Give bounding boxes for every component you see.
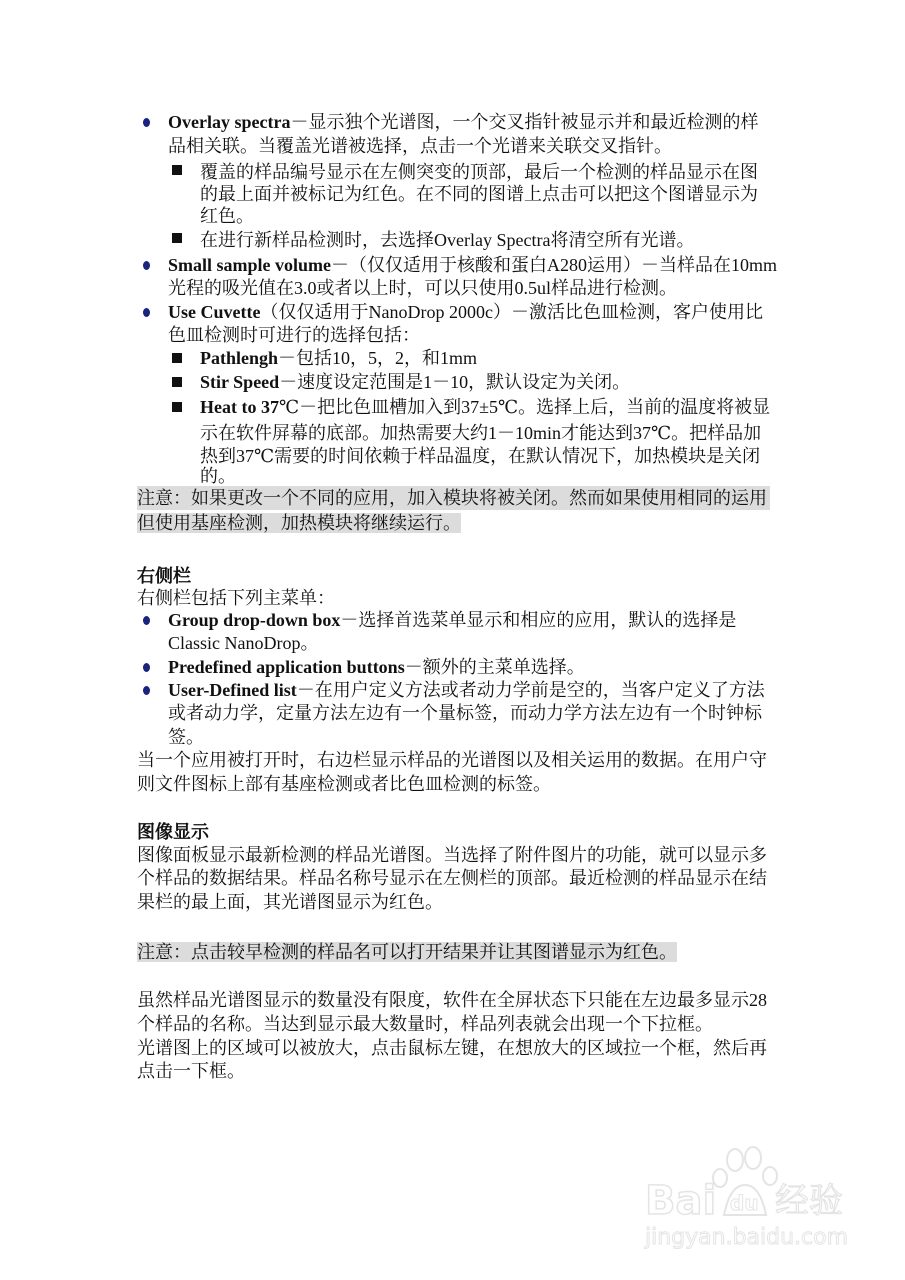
square-bullet-icon [172, 165, 182, 175]
svg-text:du: du [730, 1191, 759, 1215]
text-line: 光程的吸光值在3.0或者以上时，可以只使用0.5ul样品进行检测。 [168, 278, 677, 298]
square-bullet-icon [172, 233, 182, 243]
bullet-icon [143, 261, 150, 270]
section-heading: 图像显示 [137, 822, 209, 842]
square-bullet-icon [172, 402, 182, 412]
text: －速度设定范围是1－10，默认设定为关闭。 [279, 372, 631, 392]
text-line: 色皿检测时可进行的选择包括： [168, 325, 420, 345]
text-line: 示在软件屏幕的底部。加热需要大约1－10min才能达到37℃。把样品加 [200, 423, 762, 443]
note [137, 486, 770, 510]
text-line: 点击一下框。 [137, 1061, 245, 1081]
stir-speed-item [200, 370, 630, 394]
text-line: 则文件图标上部有基座检测或者比色皿检测的标签。 [137, 774, 551, 794]
text-line: 的最上面并被标记为红色。在不同的图谱上点击可以把这个图谱显示为 [200, 184, 758, 204]
note-line: 注意：如果更改一个不同的应用，加入模块将被关闭。然而如果使用相同的运用 [137, 486, 770, 510]
text-line: 个样品的数据结果。样品名称号显示在左侧栏的顶部。最近检测的样品显示在结 [137, 868, 767, 888]
text-line: 光谱图上的区域可以被放大，点击鼠标左键，在想放大的区域拉一个框，然后再 [137, 1038, 767, 1058]
note-line: 但使用基座检测，加热模块将继续运行。 [137, 513, 461, 533]
bullet-icon [143, 663, 150, 672]
text-line: 右侧栏包括下列主菜单： [137, 588, 335, 608]
bullet-icon [143, 686, 150, 695]
user-defined-item [168, 678, 765, 702]
overlay-item [168, 110, 758, 134]
text: （仅仅适用于NanoDrop 2000c）－激活比色皿检测，客户使用比 [260, 302, 763, 322]
predefined-item [168, 655, 585, 679]
text-line: 签。 [168, 727, 204, 747]
text-line: Classic NanoDrop。 [168, 633, 319, 653]
text: －（仅仅适用于核酸和蛋白A280运用）－当样品在10mm [331, 255, 778, 275]
bullet-icon [143, 308, 150, 317]
term: Heat to 37 [200, 397, 279, 417]
text-line: 果栏的最上面，其光谱图显示为红色。 [137, 892, 443, 912]
text-line: 当一个应用被打开时，右边栏显示样品的光谱图以及相关运用的数据。在用户守 [137, 750, 767, 770]
term: Overlay spectra [168, 112, 291, 132]
text: ℃－把比色皿槽加入到37±5℃。选择上后，当前的温度将被显 [278, 397, 771, 417]
baidu-watermark-logo [640, 1140, 870, 1260]
use-cuvette-item [168, 300, 763, 324]
text-line: 红色。 [200, 206, 254, 226]
text: －额外的主菜单选择。 [404, 657, 585, 677]
text-line: 覆盖的样品编号显示在左侧突变的顶部，最后一个检测的样品显示在图 [200, 162, 758, 182]
term: Use Cuvette [168, 302, 261, 322]
text-line: 或者动力学，定量方法左边有一个量标签，而动力学方法左边有一个时钟标 [168, 703, 762, 723]
text-line: 图像面板显示最新检测的样品光谱图。当选择了附件图片的功能，就可以显示多 [137, 845, 767, 865]
heat-item [200, 395, 770, 419]
text-line: 虽然样品光谱图显示的数量没有限度，软件在全屏状态下只能在左边最多显示28 [137, 990, 767, 1010]
pathlength-item [200, 346, 477, 370]
group-dropdown-item [168, 608, 736, 632]
small-volume-item [168, 253, 777, 277]
text: －在用户定义方法或者动力学前是空的，当客户定义了方法 [296, 680, 765, 700]
square-bullet-icon [172, 377, 182, 387]
text-line: 品相关联。当覆盖光谱被选择，点击一个光谱来关联交叉指针。 [168, 136, 672, 156]
text-line: 在进行新样品检测时，去选择Overlay Spectra将清空所有光谱。 [200, 230, 695, 250]
text-line: 热到37℃需要的时间依赖于样品温度，在默认情况下，加热模块是关闭 [200, 446, 761, 466]
svg-text:jingyan.baidu.com: jingyan.baidu.com [645, 1225, 849, 1250]
svg-text:经验: 经验 [775, 1181, 843, 1221]
text: －包括10，5，2，和1mm [278, 348, 478, 368]
note-line: 注意：点击较早检测的样品名可以打开结果并让其图谱显示为红色。 [137, 942, 677, 962]
text: －选择首选菜单显示和相应的应用，默认的选择是 [340, 610, 737, 630]
term: User-Defined list [168, 680, 297, 700]
term: Predefined application buttons [168, 657, 405, 677]
text-line: 个样品的名称。当达到显示最大数量时，样品列表就会出现一个下拉框。 [137, 1014, 713, 1034]
square-bullet-icon [172, 353, 182, 363]
term: Small sample volume [168, 255, 332, 275]
note [137, 511, 461, 535]
term: Stir Speed [200, 372, 280, 392]
svg-text:Bai: Bai [645, 1178, 717, 1224]
text-line: 的。 [200, 466, 236, 486]
bullet-icon [143, 118, 150, 127]
section-heading: 右侧栏 [137, 566, 191, 586]
note [137, 940, 677, 964]
bullet-icon [143, 616, 150, 625]
text: －显示独个光谱图，一个交叉指针被显示并和最近检测的样 [290, 112, 759, 132]
term: Group drop-down box [168, 610, 341, 630]
term: Pathlengh [200, 348, 279, 368]
